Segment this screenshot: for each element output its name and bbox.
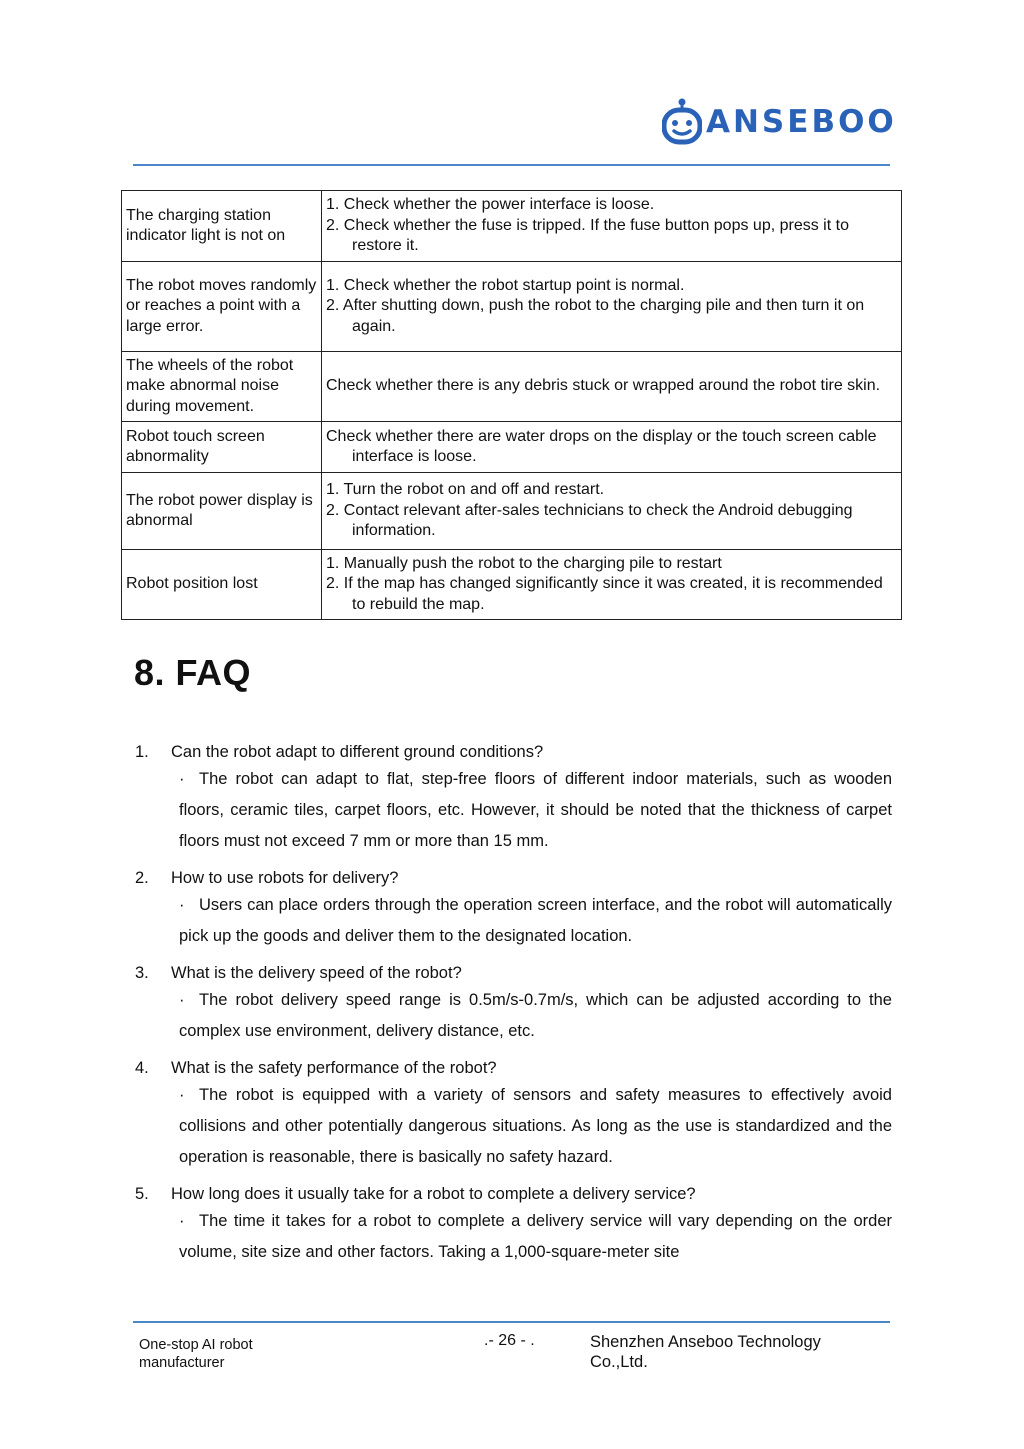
faq-answer: [179, 985, 892, 1047]
table-row: [122, 352, 902, 422]
footer-company: Shenzhen Anseboo Technology Co.,Ltd.: [590, 1333, 821, 1371]
faq-heading: 8. FAQ: [134, 652, 252, 693]
problem-cell: The wheels of the robot make abnormal noise during movement.: [122, 352, 322, 422]
faq-question: [135, 740, 892, 764]
solution-step: 2. If the map has changed significantly since it was created, it is recommended to rebuild the map.: [326, 575, 883, 613]
solution-step: 1. Manually push the robot to the charging pile to restart: [326, 554, 722, 572]
page-number: .- 26 - .: [484, 1332, 535, 1349]
solution-cell: [322, 473, 902, 550]
faq-answer: [179, 890, 892, 952]
table-row: [122, 262, 902, 352]
bullet-icon: ·: [179, 1212, 185, 1230]
faq-question-text: How long does it usually take for a robot to complete a delivery service?: [171, 1185, 696, 1203]
problem-cell: The charging station indicator light is not on: [122, 191, 322, 262]
solution-step: 2. Check whether the fuse is tripped. If the fuse button pops up, press it to restore it.: [326, 216, 849, 255]
solution-step: Check whether there are water drops on the display or the touch screen cable interface is loose.: [326, 427, 877, 465]
solution-step: 2. Contact relevant after-sales technicians to check the Android debugging information.: [326, 501, 853, 540]
faq-number: 1.: [135, 743, 149, 761]
faq-answer-text: The time it takes for a robot to complete a delivery service will vary depending on the order volume, site size and other factors. Taking a 1,000-square-meter site: [179, 1212, 892, 1261]
bullet-icon: ·: [179, 1086, 185, 1104]
faq-question: [135, 1056, 892, 1080]
bullet-icon: ·: [179, 991, 185, 1009]
faq-answer-text: The robot is equipped with a variety of sensors and safety measures to effectively avoid collisions and other potentially dangerous situations. As long as the use is standardized and the operation is reasonable, there is basically no safety hazard.: [179, 1086, 892, 1166]
problem-cell: Robot position lost: [122, 550, 322, 620]
faq-answer-text: The robot delivery speed range is 0.5m/s-0.7m/s, which can be adjusted according to the complex use environment, delivery distance, etc.: [179, 991, 892, 1040]
faq-question-text: Can the robot adapt to different ground conditions?: [171, 743, 544, 761]
faq-question-text: How to use robots for delivery?: [171, 869, 399, 887]
faq-answer: [179, 764, 892, 857]
faq-question: [135, 866, 892, 890]
faq-question: [135, 961, 892, 985]
problem-cell: Robot touch screen abnormality: [122, 422, 322, 473]
robot-logo-icon: [662, 97, 702, 147]
faq-list: [135, 740, 892, 1268]
faq-question: [135, 1182, 892, 1206]
solution-step: 1. Check whether the power interface is loose.: [326, 196, 655, 214]
table-row: [122, 422, 902, 473]
faq-number: 5.: [135, 1185, 149, 1203]
solution-step: 1. Check whether the robot startup point is normal.: [326, 276, 685, 294]
footer-tagline: One-stop AI robot manufacturer: [139, 1337, 253, 1371]
faq-answer: [179, 1206, 892, 1268]
table-row: [122, 550, 902, 620]
faq-number: 2.: [135, 869, 149, 887]
faq-question-text: What is the delivery speed of the robot?: [171, 964, 462, 982]
solution-cell: [322, 352, 902, 422]
solution-step: 1. Turn the robot on and off and restart.: [326, 481, 605, 499]
faq-answer-text: Users can place orders through the operation screen interface, and the robot will automatically pick up the goods and deliver them to the designated location.: [179, 896, 892, 945]
bullet-icon: ·: [179, 770, 185, 788]
company-logo: [662, 96, 897, 148]
table-row: [122, 191, 902, 262]
problem-cell: The robot moves randomly or reaches a point with a large error.: [122, 262, 322, 352]
solution-cell: [322, 422, 902, 473]
troubleshooting-table-body: [122, 191, 902, 620]
bullet-icon: ·: [179, 896, 185, 914]
logo-wordmark: ANSEBOO: [706, 103, 897, 140]
solution-cell: [322, 262, 902, 352]
header-rule: [133, 164, 890, 166]
table-row: [122, 473, 902, 550]
solution-cell: [322, 191, 902, 262]
faq-question-text: What is the safety performance of the robot?: [171, 1059, 497, 1077]
faq-answer: [179, 1080, 892, 1173]
faq-number: 3.: [135, 964, 149, 982]
solution-cell: [322, 550, 902, 620]
solution-step: Check whether there is any debris stuck or wrapped around the robot tire skin.: [326, 377, 881, 395]
footer-rule: [133, 1321, 890, 1323]
faq-number: 4.: [135, 1059, 149, 1077]
faq-answer-text: The robot can adapt to flat, step-free floors of different indoor materials, such as wooden floors, ceramic tiles, carpet floors, etc. However, it should be noted that the thickness of carpet floors must not exceed 7 mm or more than 15 mm.: [179, 770, 892, 850]
solution-step: 2. After shutting down, push the robot to the charging pile and then turn it on again.: [326, 297, 865, 335]
problem-cell: The robot power display is abnormal: [122, 473, 322, 550]
troubleshooting-table: [121, 190, 902, 620]
